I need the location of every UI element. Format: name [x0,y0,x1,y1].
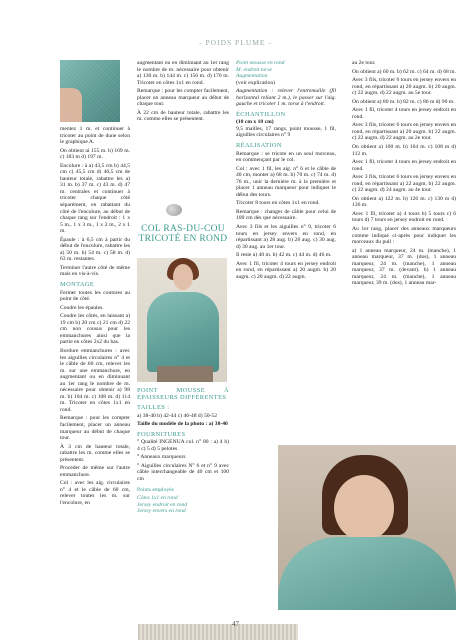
montage-heading: MONTAGE [60,281,95,289]
column-1 [60,126,130,509]
c4-p8: Avec 1 fil, tricoter 4 tours en jersey endroit en rond. [352,159,456,172]
column-3 [236,60,336,282]
c1-p3: Encolure : à a) 43,5 cm b) 44,5 cm c) 45,5 cm d) 46,5 cm de hauteur totale, rabattre les a) 31 m. b) 37 m. c) 43 m. d) 47 m. centrales et continuer à tricoter chaque côté séparément, en rabattant du côté de l'encolure, au début de chaque rang sur l'endroit : 1 x 5 m., 1 x 3 m., 1 x 2 m., 2 x 1 m. [60,162,130,235]
c4-p1: au 2e tour. [352,60,376,66]
point-7: (voir explication) [236,79,275,86]
c1-m8: Col : avec les aig. circulaires n° 4 et le câble de 60 cm, relever toutes les m. sur l'encolure, en [60,480,130,506]
c1-m3: Coudre les côtés, en laissant a) 19 cm b) 20 cm c) 21 cm d) 22 cm non cousus pour les emmanchures ainsi que la partie en côtes 2x2 du bas. [60,313,130,346]
c3-r2: Col : avec 1 fil, les aig. n° 6 et le câble de 40 cm, monter a) 68 m. b) 70 m. c) 74 m. d) 76 m., unir la dernière m. à la première et placer 1 anneau marqueur pour indiquer le début des tours. [236,165,336,198]
c4-p13: a) 1 anneau marqueur, 24 m. (manche), 1 anneau marqueur, 37 m. (dos), 1 anneau marqueur, 24 m. (manche), 1 anneau marqueur, 37 m. (devant). b) 1 anneau marqueur, 24 m. (manche), 1 anneau marqueur, 39 m. (dos), 1 anneau mar- [352,247,456,287]
c1-p4: Épaule : à 6,5 cm à partir du début de l'encolure, rabattre les a) 50 m. b) 54 m. c) 58 m. d) 63 m. restantes. [60,236,130,263]
stitch-heading: POINT MOUSSE À ÉPAISSEURS DIFFÉRENTES [137,387,229,401]
c1-m4: Bordure emmanchures : avec les aiguilles circulaires n° 4 et le câble de 60 cm, relever les m. sur une emmanchure, en augmentant ou en diminuant au 1er rang le nombre de m. nécessaire pour obtenir a) 98 m. b) 104 m. c) 108 m. d) 114 m. Tricoter en côtes 1x1 en rond. [60,347,130,413]
c1-p2: On obtient ai 155 m. b) 169 m. c) 183 m d) 197 m. [60,147,130,161]
c2-p1: augmentant ou en diminuant au 1er rang le nombre de m. nécessaire pour obtenir a) 130 m. b) 144 m. c) 156 m. d) 170 m. Tricoter en côtes 1x1 en rond. [137,60,229,86]
c1-m7: Procéder de même sur l'autre emmanchure. [60,465,130,478]
c1-p5: Terminer l'autre côté de même mais en vis-à-vis. [60,264,130,278]
points-heading: Points employés [137,486,174,493]
augmentation-text: Augmentation : relever l'entremaille (fil horizontal reliant 2 m.), le passer sur l'aig. gauche et tricoter 1 m. torse à l'endroit. [236,88,336,108]
column-2-top [137,60,229,125]
c3-r1: Remarque : se tricote en un seul morceau, en commençant par le col. [236,150,336,164]
supply-2: ° Anneaux marqueurs [137,454,186,461]
photo-size: Taille du modèle de la photo : a) 38-40 [137,421,228,428]
c1-m5: Remarque : pour les compter facilement, placer un anneau marqueur au début de chaque tour. [60,415,130,442]
c3-r7: Avec 1 fil, tricoter 4 tours en jersey endroit en rond, en répartissant a) 20 augm. b) 20 augm. c) 20 augm. d) 22 augm. [236,260,336,280]
supplies-heading: FOURNITURES [137,430,186,438]
c4-p6: Avec 3 fils, tricoter 6 tours en jersey envers en rond, en répartissant a) 20 augm. b) 22 augm. c) 22 augm. d) 22 augm. au 2e tour. [352,122,456,142]
c4-p2: On obtient a) 60 m. b) 62 m. c) 64 m. d) 68 m. [352,68,456,75]
point-6: Augmentation [236,73,268,80]
point-4: Point mousse en rond [236,60,285,66]
c1-m1: Fermer toutes les coutures au point de côté. [60,289,130,303]
c4-p12: Au 1er rang, placer des anneaux marqueurs comme indiqué ci-après pour indiquer les morceaux du pull : [352,226,456,246]
realisation-heading: RÉALISATION [236,142,282,150]
c4-p10: On obtient a) 122 m. b) 126 m. c) 130 m d) 136 m. [352,195,456,209]
c4-p5: Avec 1 fil, tricoter 4 tours en jersey endroit en rond. [352,107,456,120]
pattern-title: COL RAS-DU-COU TRICOTÉ EN ROND [138,224,228,244]
closeup-sweater [278,537,456,610]
point-2: Jersey endroit en rond [137,501,188,508]
c2-p2: Remarque : pour les compter facilement, placer un anneau marqueur au début de chaque tour. [137,88,229,108]
c3-r6: Il reste a) 40 m. b) 42 m. c) 44 m. d) 46 m. [236,252,332,259]
column-4 [352,60,456,289]
model-photo [137,258,227,382]
model-legs [157,366,213,382]
sweater-detail-photo [60,60,120,122]
echantillon-heading: ÉCHANTILLON [236,110,286,118]
page-number: 47 [232,620,239,628]
c3-r4: Remarque : changer de câble pour celui de 100 cm dès que nécessaire. [236,208,336,222]
c4-p11: Avec 1 fil, tricoter a) 4 tours b) 5 tours c) 6 tours d) 7 tours en jersey endroit en rond. [352,210,456,224]
model-sweater [147,292,219,372]
column-2-bottom [137,388,229,515]
c4-p3: Avec 3 fils, tricoter 6 tours en jersey envers en rond, en répartissant a) 20 augm. b) 20 augm. c) 22 augm. d) 22 augm. au 5e tour. [352,77,456,97]
point-5: M. endroit torse [236,66,272,73]
c3-r3: Tricoter 8 tours en côtes 1x1 en rond. [236,200,320,207]
c4-p7: On obtient a) 100 m. b) 104 m. c) 108 m d) 112 m. [352,144,456,157]
sizes: a) 38-40 b) 42-44 c) 46-48 d) 50-52 [137,412,218,419]
supply-3: ° Aiguilles circulaires N° 6 et n° 9 avec câble interchangeable de 40 cm et 100 cm [137,462,229,483]
running-header: - POIDS PLUME - [199,38,272,47]
c1-m2: Coudre les épaules. [60,304,104,311]
c4-p4: On obtient a) 80 m. b) 82 m. c) 86 m d) 90 m. [352,98,455,105]
closeup-face [334,475,394,541]
model-closeup-photo [278,445,456,610]
yarn-ball-icon [166,204,182,216]
c3-r5: Avec 3 fils et les aiguilles n° 9, tricoter 6 tours en jersey envers en rond, en répartissant a) 28 aug. b) 28 aug. c) 30 aug. d) 30 aug. au 1er tour. [236,224,336,250]
point-1: Côtes 1x1 en rond [137,495,178,502]
point-3: Jersey envers en rond [137,508,186,515]
supply-1: ° Qualité INGENUA col. n° 80 : a) 4 b) 4 c) 5 d) 5 pelotes [137,439,229,452]
c2-p3: À 22 cm de hauteur totale, rabattre les m. comme elles se présentent. [137,109,229,123]
c1-m6: À 3 cm de hauteur totale, rabattre les m. comme elles se présentent. [60,443,130,463]
hand-shape [60,88,82,122]
sizes-heading: TAILLES : [137,404,170,412]
c4-p9: Avec 3 fils, tricoter 6 tours en jersey envers en rond, en répartissant a) 22 augm. b) 22 augm. c) 22 augm. d) 24 augm. au 4e tour. [352,174,456,194]
echantillon-text: 9,5 mailles, 17 rangs, point mousse, 1 fil, aiguilles circulaires n° 9 [236,125,336,139]
model-face [173,264,193,290]
c1-p1: mentez 1 m. et continuer à tricoter au point de dune selon le graphique A. [60,126,130,146]
echantillon-size: (10 cm x 10 cm) [236,119,274,126]
